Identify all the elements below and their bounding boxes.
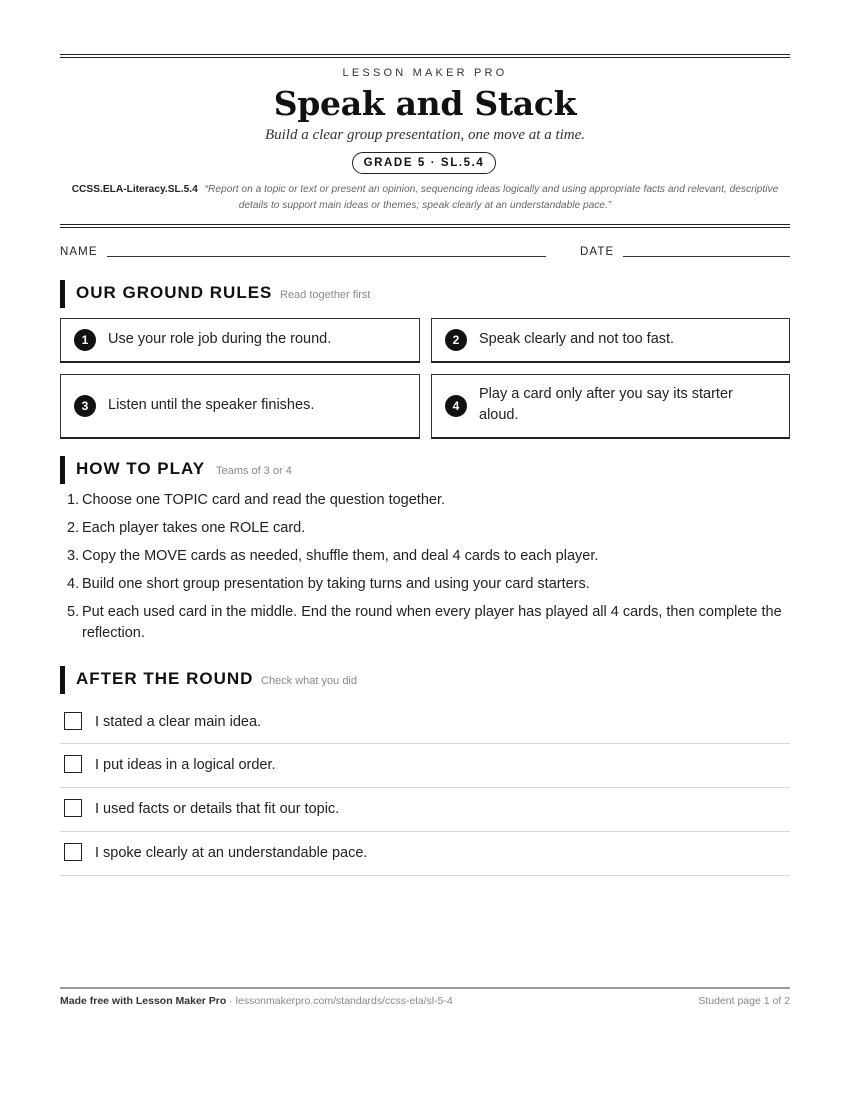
- checkbox[interactable]: [64, 755, 82, 773]
- step-text: Choose one TOPIC card and read the question together.: [82, 492, 446, 508]
- footer-url[interactable]: lessonmakerpro.com/standards/ccss-ela/sl-5-4: [235, 995, 453, 1007]
- section-marker: [60, 666, 65, 694]
- section-title: OUR GROUND RULES: [76, 283, 273, 302]
- list-item: [60, 490, 790, 511]
- list-item: [60, 602, 790, 644]
- section-marker: [60, 456, 65, 484]
- section-title: AFTER THE ROUND: [76, 669, 254, 688]
- list-item: [60, 574, 790, 595]
- checklist-label: I put ideas in a logical order.: [95, 757, 276, 773]
- ground-rule-card: [60, 374, 420, 439]
- footer-credit: [60, 995, 453, 1007]
- standard-statement: [60, 182, 790, 214]
- section-note: Check what you did: [261, 675, 357, 687]
- checkbox[interactable]: [64, 712, 82, 730]
- page-subtitle: Build a clear group presentation, one move at a time.: [264, 127, 586, 143]
- checklist-item: [60, 832, 790, 876]
- ground-rule-card: [431, 374, 790, 439]
- list-item: [60, 518, 790, 539]
- rule-number-badge: 2: [445, 329, 467, 351]
- header-divider: [60, 224, 790, 228]
- section-note: Read together first: [280, 289, 371, 301]
- section-note: Teams of 3 or 4: [216, 465, 292, 477]
- ground-rule-card: [60, 318, 420, 363]
- rule-number-badge: 3: [74, 395, 96, 417]
- checklist-label: I stated a clear main idea.: [95, 714, 262, 730]
- rule-text: Use your role job during the round.: [108, 331, 332, 347]
- step-number: 1.: [67, 492, 80, 508]
- ground-rule-card: [431, 318, 790, 363]
- rule-number-badge: 1: [74, 329, 96, 351]
- name-date-row: [60, 245, 790, 263]
- date-label: DATE: [580, 246, 615, 258]
- checklist-item: [60, 788, 790, 832]
- step-number: 4.: [67, 576, 80, 592]
- checklist-item: [60, 744, 790, 788]
- rule-text: Play a card only after you say its starter aloud.: [479, 386, 733, 423]
- name-field[interactable]: [107, 256, 546, 257]
- rule-text: Speak clearly and not too fast.: [479, 331, 675, 347]
- page-number: Student page 1 of 2: [698, 995, 790, 1007]
- step-text: Each player takes one ROLE card.: [82, 520, 306, 536]
- checkbox[interactable]: [64, 799, 82, 817]
- section-marker: [60, 280, 65, 308]
- step-number: 2.: [67, 520, 80, 536]
- footer-made-with: Made free with Lesson Maker Pro: [60, 995, 227, 1007]
- checkbox[interactable]: [64, 843, 82, 861]
- footer-divider: [60, 987, 790, 989]
- section-title: HOW TO PLAY: [76, 459, 206, 478]
- step-text: Put each used card in the middle. End the round when every player has played all 4 cards, then complete the reflection.: [82, 604, 782, 641]
- list-item: [60, 546, 790, 567]
- name-label: NAME: [60, 246, 98, 258]
- rule-number-badge: 4: [445, 395, 467, 417]
- step-text: Copy the MOVE cards as needed, shuffle them, and deal 4 cards to each player.: [82, 548, 599, 564]
- rule-text: Listen until the speaker finishes.: [108, 397, 315, 413]
- standard-code: CCSS.ELA-Literacy.SL.5.4: [71, 184, 198, 195]
- instructions-list: [60, 490, 790, 651]
- date-field[interactable]: [623, 256, 790, 257]
- step-number: 5.: [67, 604, 80, 620]
- reflection-checklist: [60, 701, 790, 876]
- page-title: Speak and Stack: [273, 84, 577, 123]
- standard-text: “Report on a topic or text or present an opinion, sequencing ideas logically and using appropriate facts and relevant, descriptive details to support main ideas or themes; speak clearly at an understandable pace.”: [204, 184, 779, 211]
- top-divider: [60, 54, 790, 58]
- footer-separator: ·: [226, 995, 236, 1007]
- grade-badge: GRADE 5 · SL.5.4: [352, 152, 496, 174]
- checklist-label: I used facts or details that fit our topic.: [95, 801, 340, 817]
- checklist-item: [60, 701, 790, 744]
- brand-name: LESSON MAKER PRO: [342, 67, 508, 79]
- step-number: 3.: [67, 548, 80, 564]
- checklist-label: I spoke clearly at an understandable pace.: [95, 845, 368, 861]
- step-text: Build one short group presentation by taking turns and using your card starters.: [82, 576, 590, 592]
